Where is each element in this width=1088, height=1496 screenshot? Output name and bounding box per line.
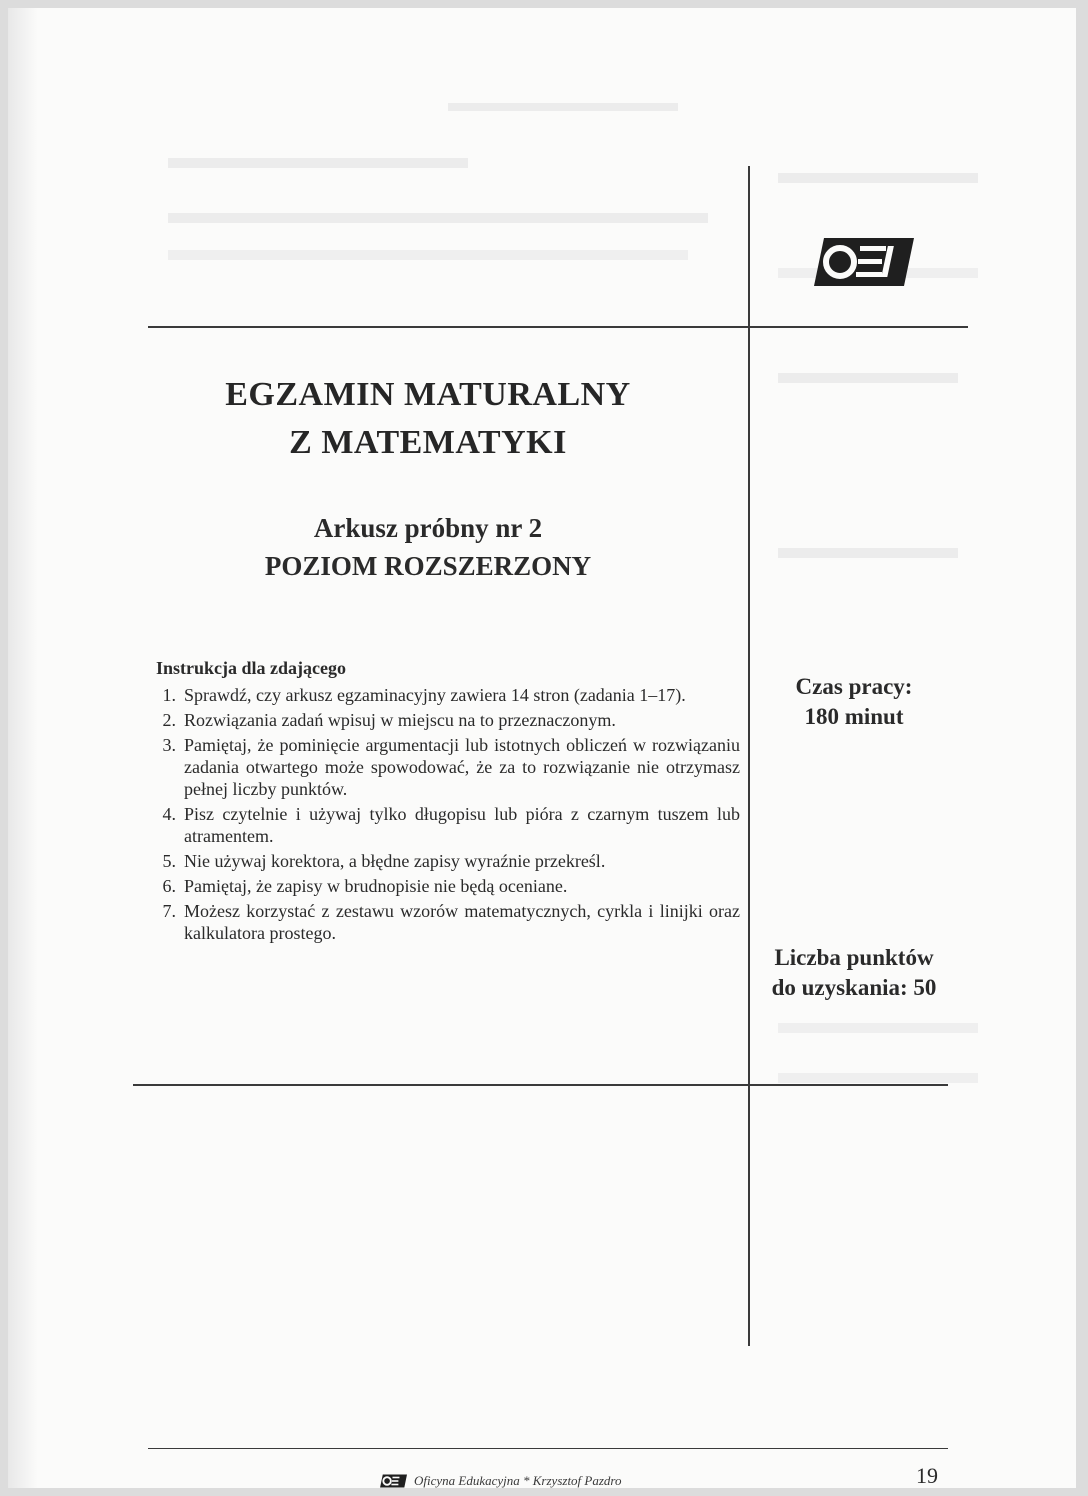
exam-level: POZIOM ROZSZERZONY [264,551,592,581]
bottom-rule [133,1084,948,1086]
page-number: 19 [916,1463,938,1488]
instructions-heading: Instrukcja dla zdającego [156,658,346,678]
instruction-item: 6. Pamiętaj, że zapisy w brudnopisie nie będą oceniane. [162,876,568,896]
exam-title-line2: Z MATEMATYKI [289,424,567,461]
duration-label: Czas pracy: [795,674,913,699]
footer-publisher [378,1473,622,1488]
duration-value: 180 minut [804,704,904,729]
points-value: do uzyskania: 50 [771,975,937,1000]
instruction-item: 2. Rozwiązania zadań wpisuj w miejscu na to przeznaczonym. [162,710,616,730]
instruction-item: 3. Pamiętaj, że pominięcie argumentacji lub istotnych obliczeń w rozwiązaniu zadania otwartego może spowodować, że za to rozwiązanie nie otrzymasz pełnej liczby punktów. [162,735,740,799]
page-edge-shadow [8,8,38,1488]
instruction-item: 7. Możesz korzystać z zestawu wzorów matematycznych, cyrkla i linijki oraz kalkulatora prostego. [162,901,740,943]
top-rule [148,326,968,328]
oe-footer-logo-icon [378,1474,408,1488]
exam-points [754,943,954,1003]
instruction-item: 5. Nie używaj korektora, a błędne zapisy wyraźnie przekreśl. [162,851,606,871]
footer-rule [148,1448,948,1449]
oe-publisher-logo-icon [810,236,914,288]
exam-title-line1: EGZAMIN MATURALNY [225,376,631,413]
instructions-list [148,684,740,947]
publisher-name: Oficyna Edukacyjna * Krzysztof Pazdro [414,1473,622,1488]
points-label: Liczba punktów [774,945,934,970]
exam-duration [754,672,954,732]
exam-sheet-number: Arkusz próbny nr 2 [313,513,543,543]
column-divider [748,166,750,1346]
instruction-item: 1. Sprawdź, czy arkusz egzaminacyjny zawiera 14 stron (zadania 1–17). [162,685,686,705]
instruction-item: 4. Pisz czytelnie i używaj tylko długopisu lub pióra z czarnym tuszem lub atramentem. [162,804,740,846]
exam-cover-page [8,8,1076,1488]
